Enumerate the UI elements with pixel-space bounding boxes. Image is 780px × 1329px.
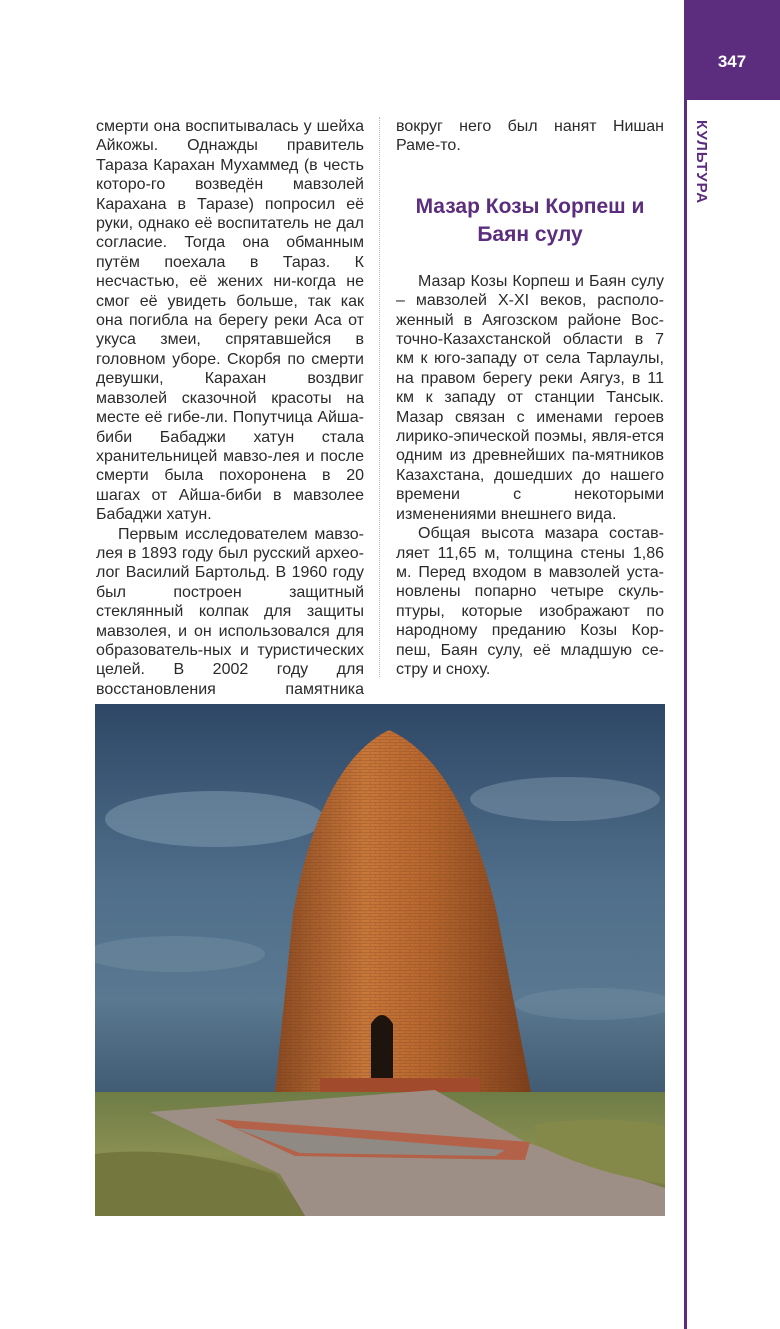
paragraph-3: Мазар Козы Корпеш и Баян сулу – мавзолей X-XI веков, располо-женный в Аягозском районе Вос-точно-Казахстанской области в 7 км к юго-западу от села Тарлаулы, на правом берегу реки Аягуз, в 11 км к западу от станции Тансык. Мазар связан с именами героев лирико-эпической поэмы, явля-ется одним из древнейших па-мятников Казахстана, дошедших до нашего времени с некоторыми изменениями внешнего вида. (396, 272, 664, 523)
left-column (96, 117, 364, 719)
doorway (371, 1015, 393, 1080)
section-label: КУЛЬТУРА (693, 120, 710, 205)
paragraph-1: смерти она воспитывалась у шейха Айкожы. Однажды правитель Тараза Карахан Мухаммед (в честь которо-го возведён мавзолей Карахана в Таразе) попросил её руки, однако её воспитатель не дал согласие. Тогда она обманным путём поехала в Тараз. К несчастью, её жених ни-когда не смог её увидеть больше, так как она погибла на берегу реки Аса от укуса змеи, спрятавшейся в головном уборе. Скорбя по смерти девушки, Карахан воздвиг мавзолей сказочной красоты на месте её гибе-ли. Попутчица Айша-биби Бабаджи хатун стала хранительницей мавзо-лея и после смерти была похоронена в 20 шагах от Айша-биби в мавзолее Бабаджи хатун. (96, 118, 365, 524)
section-heading: Мазар Козы Корпеш и Баян сулу (415, 194, 645, 246)
paragraph-continued: вокруг него был нанят Нишан Раме-то. (396, 118, 664, 155)
mausoleum-photo (95, 704, 665, 1216)
paragraph-4: Общая высота мазара состав-ляет 11,65 м, толщина стены 1,86 м. Перед входом в мавзолей уста-новлены попарно четыре скуль-птуры, которые изображают по народному преданию Козы Кор-пеш, Баян сулу, её младшую се-стру и сноху. (396, 525, 664, 678)
page-number-tab (684, 0, 780, 100)
cloud (105, 791, 325, 847)
column-divider (379, 117, 380, 677)
cloud (470, 777, 660, 821)
right-column (396, 117, 664, 679)
tower-base (320, 1078, 480, 1092)
page-number: 347 (717, 52, 747, 71)
paragraph-2: Первым исследователем мавзо-лея в 1893 году был русский архео-лог Василий Бартольд. В 1960 году был построен защитный стеклянный колпак для защиты мавзолея, и он использовался для образователь-ных и туристических целей. В 2002 году для восстановления памятника (96, 525, 364, 698)
